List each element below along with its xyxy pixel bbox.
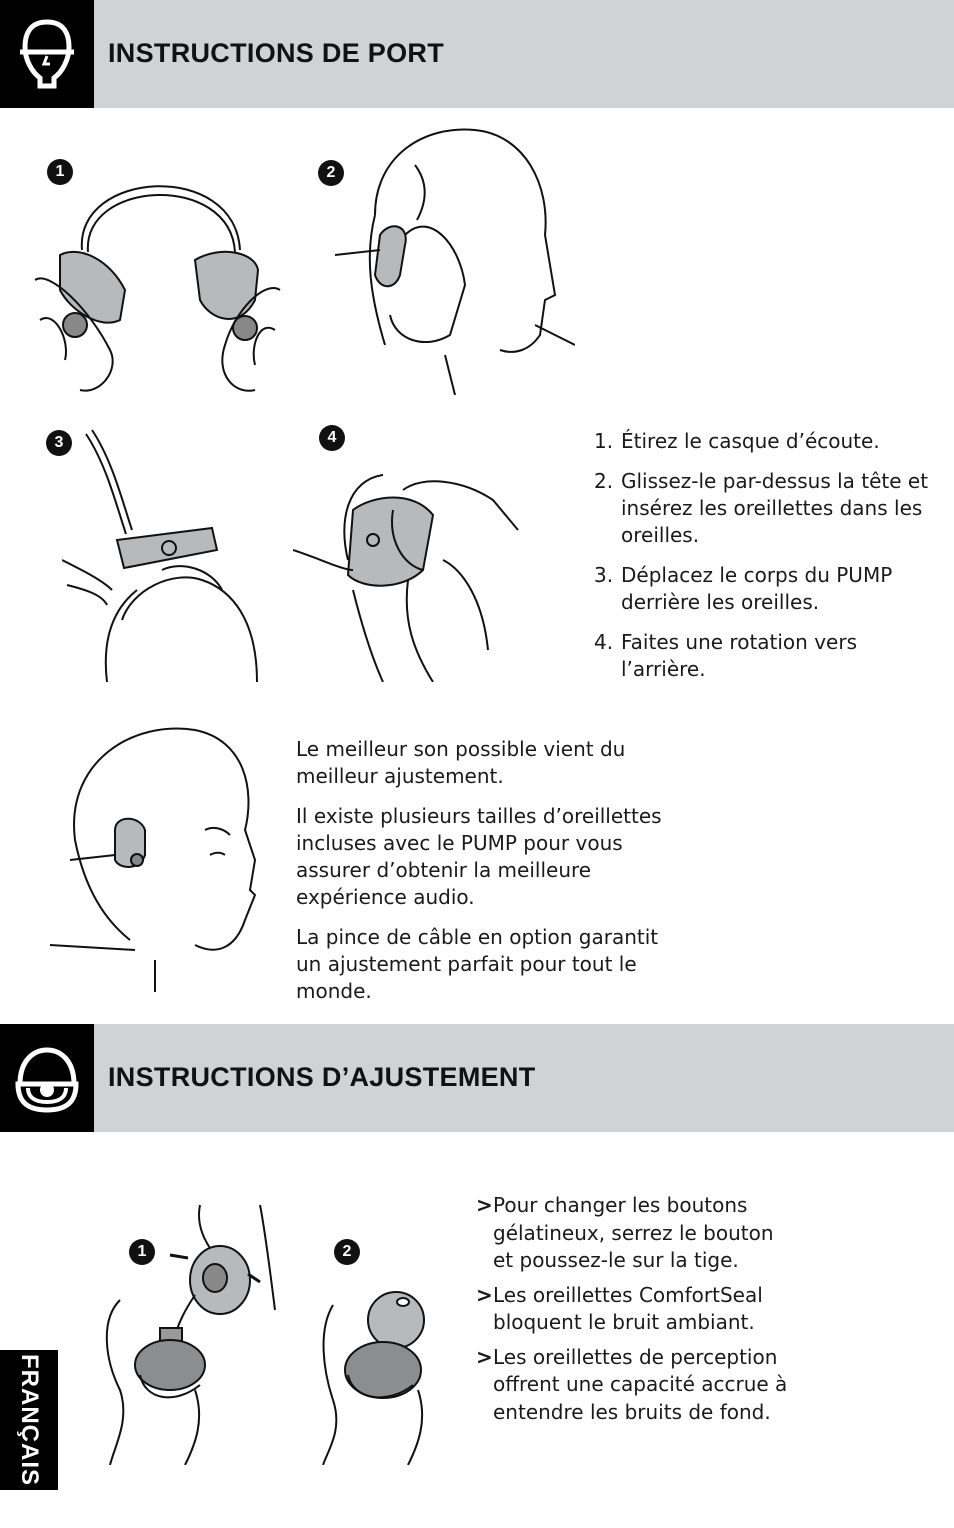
- profile-wearing-illustration: [45, 720, 260, 992]
- step-item-4: [594, 629, 934, 683]
- fit-bullets-list: [476, 1192, 796, 1433]
- bullet-text: Pour changer les boutons gélatineux, serrez le bouton et poussez-le sur la tige.: [493, 1193, 774, 1272]
- language-tab: [0, 1350, 58, 1490]
- ear-icon: [0, 1024, 94, 1132]
- step-text: Étirez le casque d’écoute.: [621, 429, 880, 453]
- head-icon: [0, 0, 94, 108]
- bullet-marker: >: [476, 1193, 493, 1217]
- step-number: 3.: [594, 563, 614, 587]
- step-text: Faites une rotation vers l’arrière.: [621, 630, 857, 681]
- rotate-back-illustration: [293, 470, 523, 682]
- fit-paragraph-2: Il existe plusieurs tailles d’oreillettes incluses avec le PUMP pour vous assurer d’obtenir la meilleure expérience audio.: [296, 804, 662, 909]
- stretch-headset-illustration: [30, 160, 290, 400]
- step-text: Glissez-le par-dessus la tête et insérez les oreillettes dans les oreilles.: [621, 469, 929, 547]
- step-badge-3: 3: [46, 430, 72, 456]
- head-icon-box: [0, 0, 94, 108]
- step-badge-4: 4: [319, 425, 345, 451]
- move-behind-ear-illustration: [62, 420, 262, 682]
- fit-badge-1: 1: [129, 1239, 155, 1265]
- ear-icon-box: [0, 1024, 94, 1132]
- step-number: 4.: [594, 630, 614, 654]
- bullet-marker: >: [476, 1344, 493, 1369]
- eartip-attached-illustration: [318, 1290, 458, 1465]
- step-item-3: [594, 562, 934, 616]
- wear-steps-list: [594, 428, 934, 696]
- step-number: 2.: [594, 469, 614, 493]
- step-text: Déplacez le corps du PUMP derrière les oreilles.: [621, 563, 893, 614]
- fit-bullet-3: [476, 1344, 796, 1427]
- wear-instructions-header: [0, 0, 954, 108]
- wear-section-title: INSTRUCTIONS DE PORT: [108, 38, 445, 68]
- fit-section-title: INSTRUCTIONS D’AJUSTEMENT: [108, 1062, 536, 1092]
- fit-advice-text: [296, 736, 680, 1018]
- language-label: FRANÇAIS: [16, 1354, 43, 1486]
- place-over-head-illustration: [335, 125, 575, 395]
- fit-paragraph-3: La pince de câble en option garantit un ajustement parfait pour tout le monde.: [296, 925, 659, 1003]
- fit-paragraph-1: Le meilleur son possible vient du meilleur ajustement.: [296, 737, 626, 788]
- step-badge-2: 2: [318, 160, 344, 186]
- step-number: 1.: [594, 429, 614, 453]
- fit-instructions-header: [0, 1024, 954, 1132]
- step-item-2: [594, 468, 934, 549]
- fit-badge-2: 2: [334, 1239, 360, 1265]
- bullet-text: Les oreillettes ComfortSeal bloquent le bruit ambiant.: [493, 1282, 763, 1334]
- step-badge-1: 1: [47, 159, 73, 185]
- step-item-1: [594, 428, 934, 455]
- bullet-text: Les oreillettes de perception offrent une capacité accrue à entendre les bruits de fond.: [493, 1344, 788, 1424]
- bullet-marker: >: [476, 1282, 493, 1307]
- change-eartip-illustration: [100, 1200, 280, 1465]
- fit-bullet-1: [476, 1192, 796, 1275]
- fit-bullet-2: [476, 1282, 796, 1337]
